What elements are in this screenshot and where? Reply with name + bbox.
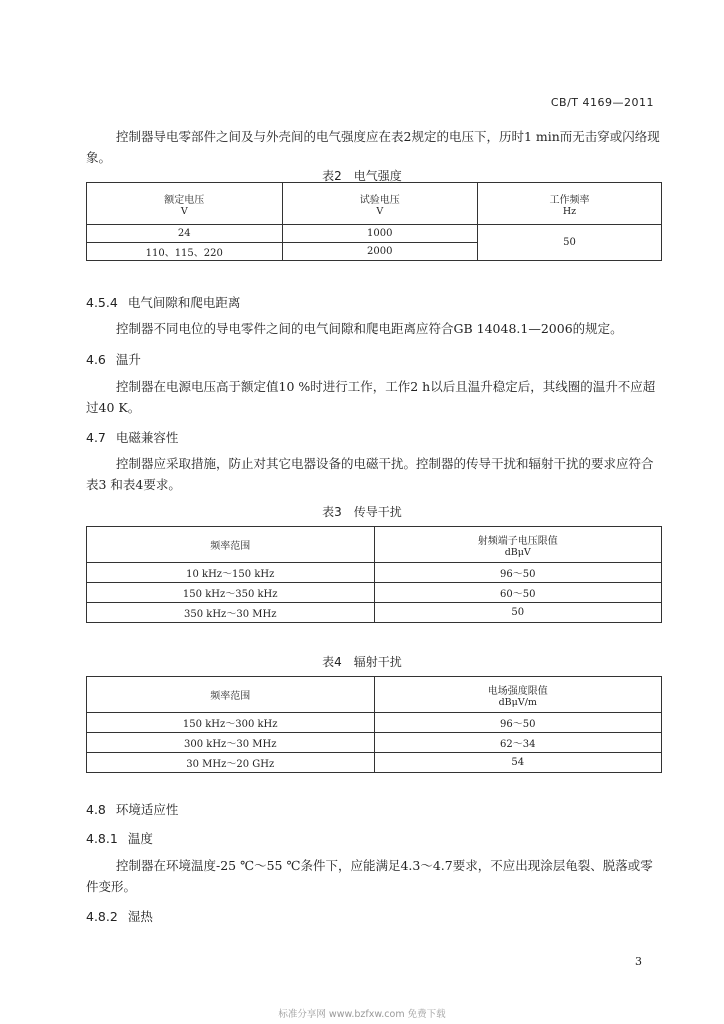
t3-cell-limit: 60～50 [374,583,662,603]
table2-electric-strength [86,182,662,261]
footer-watermark: 标准分享网 www.bzfxw.com 免费下载 [278,1009,446,1020]
t4-cell-range: 150 kHz～300 kHz [87,713,375,733]
standard-code: CB/T 4169—2011 [550,96,654,109]
section-4-6-heading: 4.6 温升 [86,352,141,367]
t4-cell-range: 300 kHz～30 MHz [87,733,375,753]
t3-header-frequency-range: 频率范围 [87,527,375,563]
t2-header-rated-voltage: 额定电压 V [87,183,283,225]
t3-header-voltage-limit: 射频端子电压限值 dBμV [374,527,662,563]
t2-cell-frequency: 50 [478,225,662,261]
t2-header-frequency: 工作频率 Hz [478,183,662,225]
t3-cell-range: 150 kHz～350 kHz [87,583,375,603]
table4-radiated-disturbance [86,676,662,773]
table-row [87,583,662,603]
t2-cell-test: 2000 [282,243,478,261]
section-4-7-text: 控制器应采取措施，防止对其它电器设备的电磁干扰。控制器的传导干扰和辐射干扰的要求应符合表3 和表4要求。 [86,456,654,492]
section-4-7-heading: 4.7 电磁兼容性 [86,430,179,445]
section-4-8-1-heading: 4.8.1 温度 [86,831,153,846]
table-row [87,603,662,623]
t4-header-frequency-range: 频率范围 [87,677,375,713]
t2-cell-rated: 24 [87,225,283,243]
table3-conducted-disturbance [86,526,662,623]
table4-caption: 表4 辐射干扰 [322,655,402,669]
table-row [87,753,662,773]
t2-cell-test: 1000 [282,225,478,243]
t4-header-field-limit: 电场强度限值 dBμV/m [374,677,662,713]
t3-cell-range: 10 kHz～150 kHz [87,563,375,583]
table-row [87,563,662,583]
page-number: 3 [635,955,642,968]
section-4-8-2-heading: 4.8.2 湿热 [86,909,153,924]
t4-cell-limit: 54 [374,753,662,773]
section-4-8-1-text: 控制器在环境温度-25 ℃～55 ℃条件下，应能满足4.3～4.7要求，不应出现涂层龟裂、脱落或零件变形。 [86,858,653,894]
t2-header-test-voltage: 试验电压 V [282,183,478,225]
t4-cell-range: 30 MHz～20 GHz [87,753,375,773]
intro-text: 控制器导电零部件之间及与外壳间的电气强度应在表2规定的电压下，历时1 min而无击穿或闪络现象。 [86,129,660,165]
table-row [87,713,662,733]
section-4-8-heading: 4.8 环境适应性 [86,802,179,817]
section-4-6-text: 控制器在电源电压高于额定值10 %时进行工作，工作2 h以后且温升稳定后，其线圈的温升不应超过40 K。 [86,379,656,415]
t4-cell-limit: 96～50 [374,713,662,733]
section-4-5-4-text: 控制器不同电位的导电零件之间的电气间隙和爬电距离应符合GB 14048.1—2006的规定。 [116,321,623,336]
intro-paragraph [86,126,662,168]
section-4-5-4-heading: 4.5.4 电气间隙和爬电距离 [86,295,241,310]
table-row [87,225,662,243]
t3-cell-range: 350 kHz～30 MHz [87,603,375,623]
t4-cell-limit: 62～34 [374,733,662,753]
t2-cell-rated: 110、115、220 [87,243,283,261]
table2-caption: 表2 电气强度 [322,169,402,183]
table-row [87,733,662,753]
table3-caption: 表3 传导干扰 [322,505,402,519]
t3-cell-limit: 96～50 [374,563,662,583]
t3-cell-limit: 50 [374,603,662,623]
